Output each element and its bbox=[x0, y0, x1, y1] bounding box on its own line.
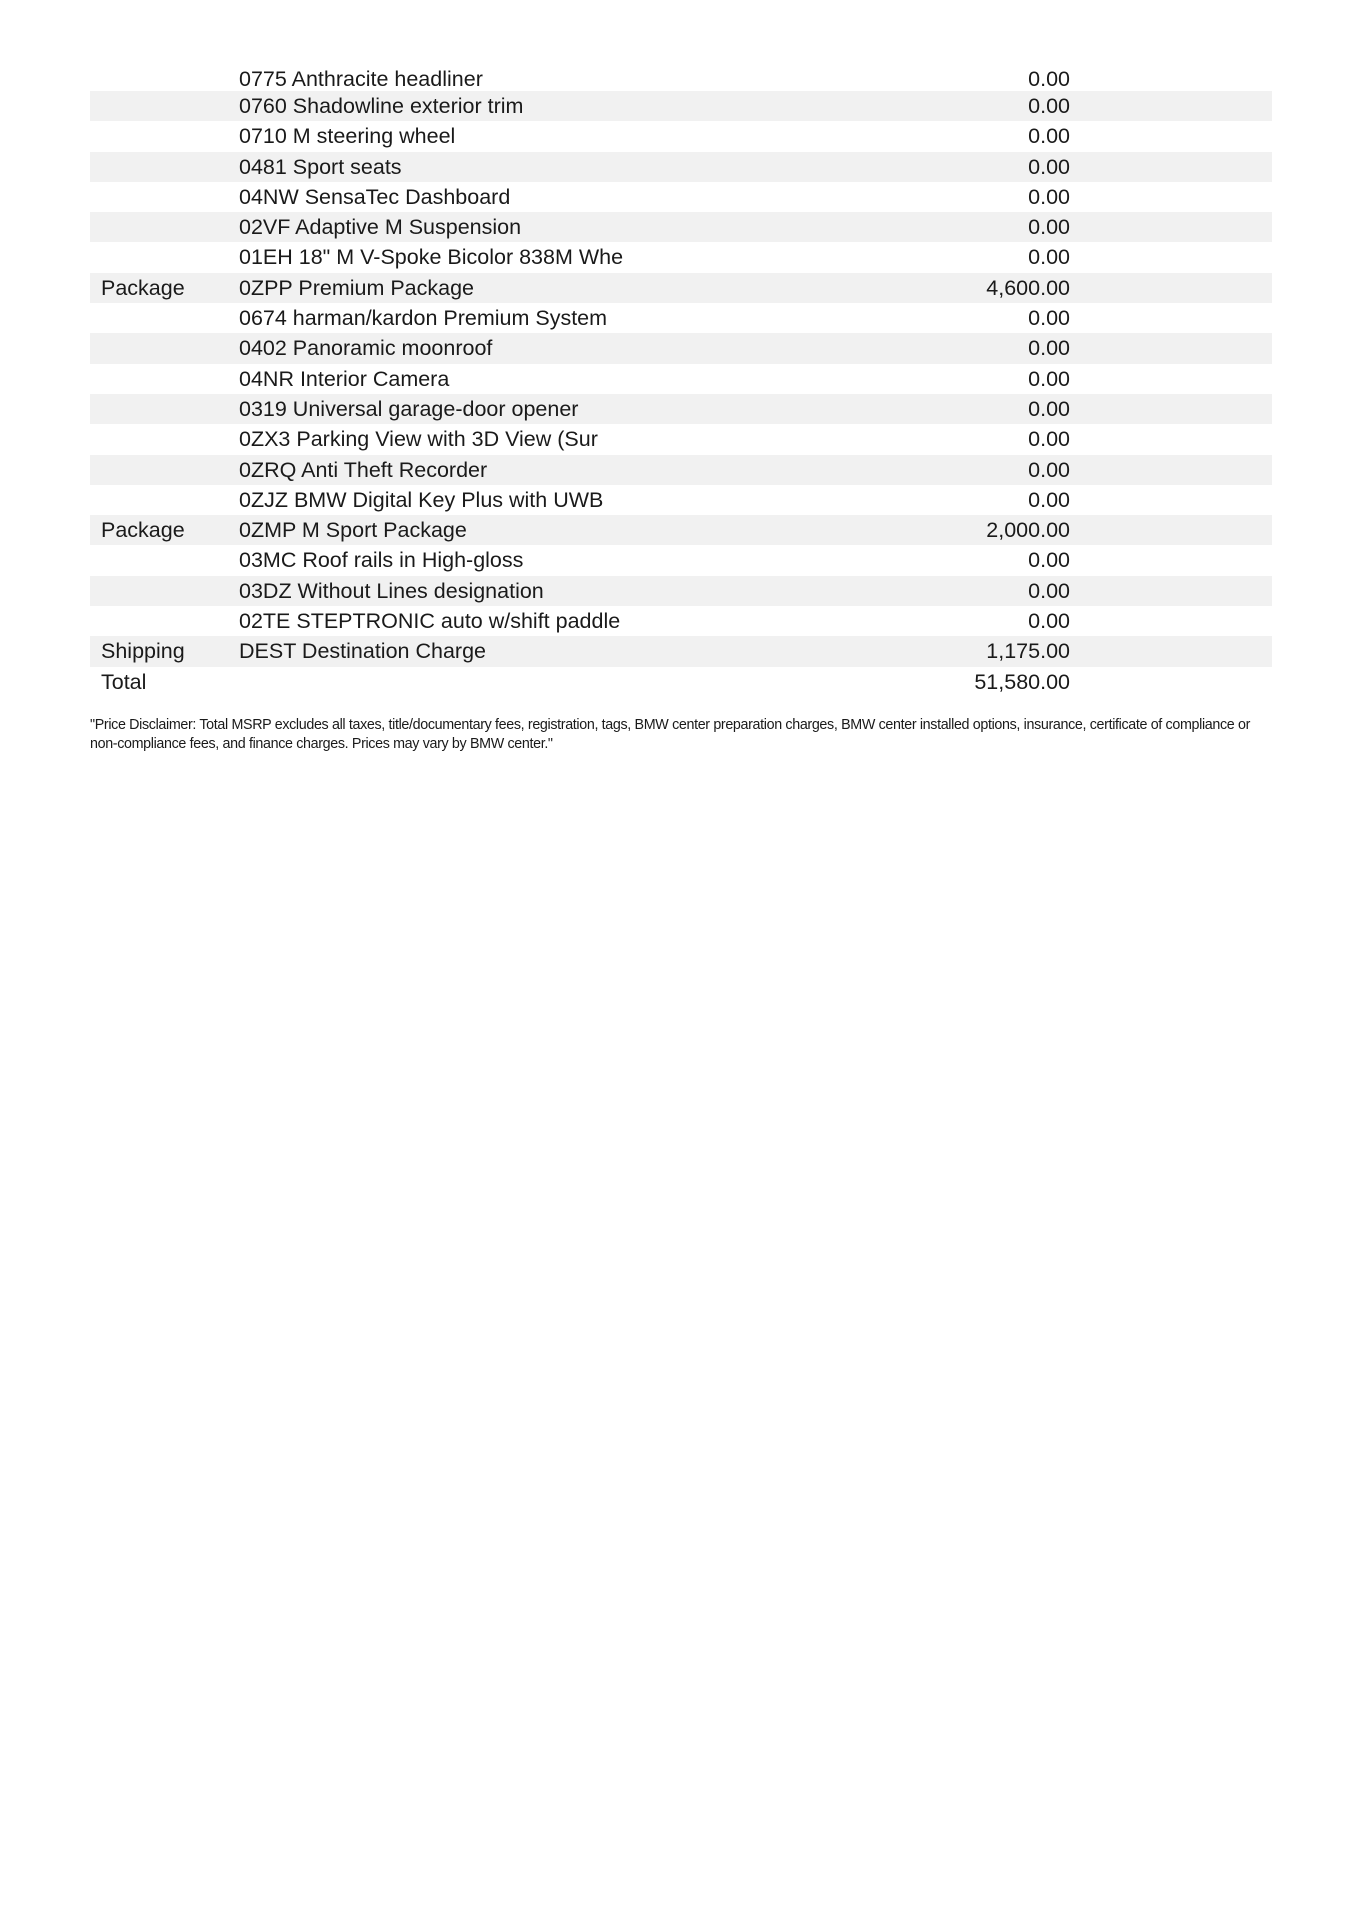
row-price: 0.00 bbox=[1028, 366, 1070, 391]
table-row bbox=[90, 152, 1272, 182]
options-price-table bbox=[90, 64, 1272, 697]
row-price: 0.00 bbox=[1028, 396, 1070, 421]
table-row bbox=[90, 121, 1272, 151]
row-description: 0760 Shadowline exterior trim bbox=[239, 94, 524, 118]
row-description: 0674 harman/kardon Premium System bbox=[239, 306, 608, 331]
row-description: 04NR Interior Camera bbox=[239, 366, 450, 391]
table-row bbox=[90, 333, 1272, 363]
row-description: 0319 Universal garage-door opener bbox=[239, 396, 579, 421]
row-price: 0.00 bbox=[1028, 578, 1070, 603]
row-price: 0.00 bbox=[1028, 245, 1070, 270]
row-price: 0.00 bbox=[1028, 548, 1070, 573]
row-description: 0ZMP M Sport Package bbox=[239, 518, 467, 543]
row-price: 0.00 bbox=[1028, 336, 1070, 361]
row-description: 03DZ Without Lines designation bbox=[239, 578, 544, 603]
row-category: Shipping bbox=[101, 639, 185, 664]
table-row bbox=[90, 606, 1272, 636]
row-description: 0ZPP Premium Package bbox=[239, 275, 475, 300]
row-price: 0.00 bbox=[1028, 154, 1070, 179]
table-row bbox=[90, 273, 1272, 303]
row-price: 2,000.00 bbox=[986, 518, 1070, 543]
row-category: Package bbox=[101, 275, 185, 300]
row-description: 0710 M steering wheel bbox=[239, 124, 456, 149]
table-row bbox=[90, 364, 1272, 394]
table-row bbox=[90, 424, 1272, 454]
row-description: 02TE STEPTRONIC auto w/shift paddle bbox=[239, 609, 621, 634]
table-row bbox=[90, 64, 1272, 91]
row-price: 4,600.00 bbox=[986, 275, 1070, 300]
row-price: 0.00 bbox=[1028, 609, 1070, 634]
row-description: 0ZJZ BMW Digital Key Plus with UWB bbox=[239, 487, 604, 512]
table-row bbox=[90, 455, 1272, 485]
table-row bbox=[90, 242, 1272, 272]
table-row bbox=[90, 636, 1272, 666]
row-description: 0402 Panoramic moonroof bbox=[239, 336, 493, 361]
table-row bbox=[90, 303, 1272, 333]
price-disclaimer: "Price Disclaimer: Total MSRP excludes all taxes, title/documentary fees, registration, tags, BMW center preparation charges, BMW center installed options, insurance, certificate of compliance or non-compliance fees, and finance charges. Prices may vary by BMW center." bbox=[90, 717, 1251, 752]
row-description: 04NW SensaTec Dashboard bbox=[239, 184, 511, 209]
table-row bbox=[90, 91, 1272, 121]
total-row bbox=[90, 667, 1272, 697]
row-description: 02VF Adaptive M Suspension bbox=[239, 215, 522, 240]
row-price: 0.00 bbox=[1028, 457, 1070, 482]
row-description: 0481 Sport seats bbox=[239, 154, 402, 179]
row-price: 0.00 bbox=[1028, 184, 1070, 209]
row-description: 03MC Roof rails in High-gloss bbox=[239, 548, 524, 573]
table-row bbox=[90, 576, 1272, 606]
total-label: Total bbox=[101, 669, 147, 694]
row-price: 1,175.00 bbox=[986, 639, 1070, 664]
row-price: 0.00 bbox=[1028, 306, 1070, 331]
table-row bbox=[90, 212, 1272, 242]
row-price: 0.00 bbox=[1028, 215, 1070, 240]
row-price: 0.00 bbox=[1028, 94, 1070, 118]
table-row bbox=[90, 182, 1272, 212]
table-row bbox=[90, 394, 1272, 424]
row-description: 0775 Anthracite headliner bbox=[239, 67, 483, 91]
row-category: Package bbox=[101, 518, 185, 543]
row-description: DEST Destination Charge bbox=[239, 639, 486, 664]
row-price: 0.00 bbox=[1028, 487, 1070, 512]
row-price: 0.00 bbox=[1028, 124, 1070, 149]
row-description: 01EH 18" M V-Spoke Bicolor 838M Whe bbox=[239, 245, 624, 270]
total-price: 51,580.00 bbox=[974, 669, 1070, 694]
row-description: 0ZRQ Anti Theft Recorder bbox=[239, 457, 488, 482]
table-row bbox=[90, 515, 1272, 545]
table-row bbox=[90, 485, 1272, 515]
table-row bbox=[90, 545, 1272, 575]
row-price: 0.00 bbox=[1028, 67, 1070, 91]
row-price: 0.00 bbox=[1028, 427, 1070, 452]
row-description: 0ZX3 Parking View with 3D View (Sur bbox=[239, 427, 598, 452]
